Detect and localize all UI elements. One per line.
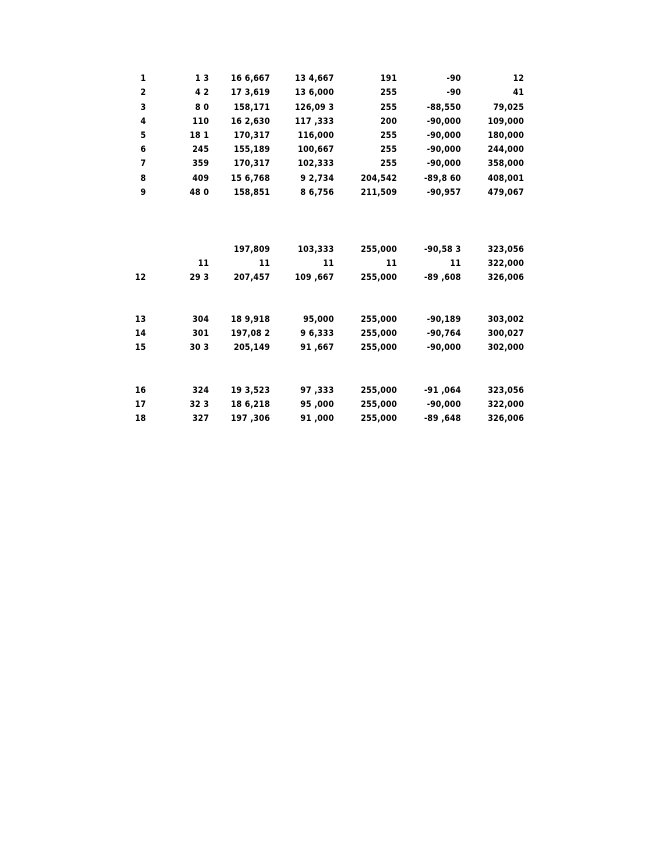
table-cell-col-e: -91 ,064 <box>424 386 461 396</box>
table-row <box>0 86 655 100</box>
table-cell-col-e: -90,957 <box>426 188 461 198</box>
table-cell-col-c: 100,667 <box>297 145 334 155</box>
table-cell-col-a: 245 <box>192 145 209 155</box>
table-cell-col-e: 11 <box>449 259 461 269</box>
table-cell-row-id: 18 <box>134 414 146 424</box>
table-cell-col-f: 244,000 <box>487 145 524 155</box>
table-cell-col-e: -90,764 <box>426 329 461 339</box>
table-cell-col-a: 324 <box>192 386 209 396</box>
table-cell-col-a: 4 2 <box>195 88 209 98</box>
table-cell-col-c: 91 ,000 <box>300 414 334 424</box>
table-cell-col-e: -89 ,608 <box>424 273 461 283</box>
table-cell-col-d: 204,542 <box>360 174 397 184</box>
table-cell-col-c: 116,000 <box>297 131 334 141</box>
table-cell-row-id: 15 <box>134 343 146 353</box>
table-cell-col-d: 255,000 <box>360 273 397 283</box>
table-cell-col-d: 11 <box>385 259 397 269</box>
table-cell-col-f: 358,000 <box>487 159 524 169</box>
table-row <box>0 172 655 186</box>
table-cell-col-a: 48 0 <box>189 188 209 198</box>
table-cell-row-id: 9 <box>140 188 146 198</box>
table-cell-col-b: 205,149 <box>233 343 270 353</box>
table-cell-col-f: 300,027 <box>487 329 524 339</box>
table-row <box>0 129 655 143</box>
table-cell-col-f: 323,056 <box>487 386 524 396</box>
table-cell-col-a: 327 <box>192 414 209 424</box>
table-cell-row-id <box>120 257 146 271</box>
table-cell-col-d: 255,000 <box>360 386 397 396</box>
table-cell-col-e: -90,189 <box>426 315 461 325</box>
table-row <box>0 186 655 200</box>
table-row <box>0 101 655 115</box>
table-cell-col-f: 326,006 <box>487 273 524 283</box>
table-cell-col-d: 200 <box>380 117 397 127</box>
table-cell-col-f: 12 <box>512 74 524 84</box>
table-cell-row-id: 2 <box>140 88 146 98</box>
table-row <box>0 257 655 271</box>
table-cell-row-id: 6 <box>140 145 146 155</box>
table-cell-col-b: 207,457 <box>233 273 270 283</box>
table-cell-col-b: 158,851 <box>233 188 270 198</box>
table-cell-row-id <box>120 243 146 257</box>
table-row <box>0 271 655 285</box>
table-cell-col-b: 158,171 <box>233 103 270 113</box>
table-cell-col-a: 304 <box>192 315 209 325</box>
table-cell-col-b: 16 2,630 <box>230 117 270 127</box>
table-cell-col-f: 326,006 <box>487 414 524 424</box>
table-cell-row-id: 5 <box>140 131 146 141</box>
table-row <box>0 398 655 412</box>
table-cell-col-f: 41 <box>512 88 524 98</box>
table-cell-col-b: 170,317 <box>233 131 270 141</box>
table-row <box>0 243 655 257</box>
table-cell-col-d: 255 <box>380 145 397 155</box>
table-cell-col-d: 255 <box>380 103 397 113</box>
table-row <box>0 157 655 171</box>
table-cell-col-a: 1 3 <box>195 74 209 84</box>
table-cell-col-b: 18 9,918 <box>230 315 270 325</box>
table-cell-col-c: 9 2,734 <box>300 174 334 184</box>
table-cell-col-b: 197,08 2 <box>230 329 270 339</box>
table-cell-row-id: 12 <box>134 273 146 283</box>
table-cell-col-b: 15 6,768 <box>230 174 270 184</box>
table-cell-col-f: 322,000 <box>487 400 524 410</box>
table-cell-col-d: 255,000 <box>360 329 397 339</box>
table-cell-col-c: 126,09 3 <box>294 103 334 113</box>
table-cell-col-e: -90,000 <box>426 131 461 141</box>
table-cell-col-a: 409 <box>192 174 209 184</box>
table-cell-col-b: 197,809 <box>233 245 270 255</box>
table-cell-col-e: -89,8 60 <box>424 174 461 184</box>
table-cell-col-c: 95 ,000 <box>300 400 334 410</box>
table-cell-col-c: 102,333 <box>297 159 334 169</box>
table-cell-col-b: 11 <box>258 259 270 269</box>
table-cell-col-d: 255 <box>380 159 397 169</box>
table-cell-col-a: 110 <box>192 117 209 127</box>
table-cell-col-e: -90,000 <box>426 117 461 127</box>
table-cell-col-f: 322,000 <box>487 259 524 269</box>
table-cell-col-d: 255,000 <box>360 315 397 325</box>
table-row <box>0 115 655 129</box>
table-cell-col-d: 255 <box>380 131 397 141</box>
table-cell-col-d: 255,000 <box>360 245 397 255</box>
table-cell-col-a: 32 3 <box>189 400 209 410</box>
table-cell-col-a <box>160 243 209 257</box>
table-cell-col-e: -90 <box>446 74 461 84</box>
table-cell-col-e: -90,000 <box>426 159 461 169</box>
table-row <box>0 143 655 157</box>
table-cell-col-c: 11 <box>322 259 334 269</box>
table-cell-col-e: -90 <box>446 88 461 98</box>
table-cell-col-c: 13 6,000 <box>294 88 334 98</box>
table-cell-col-f: 303,002 <box>487 315 524 325</box>
table-cell-col-f: 323,056 <box>487 245 524 255</box>
table-cell-col-c: 95,000 <box>303 315 334 325</box>
table-cell-col-b: 16 6,667 <box>230 74 270 84</box>
table-cell-col-f: 408,001 <box>487 174 524 184</box>
table-cell-col-c: 8 6,756 <box>300 188 334 198</box>
table-cell-col-b: 170,317 <box>233 159 270 169</box>
table-cell-row-id: 1 <box>140 74 146 84</box>
table-cell-col-d: 211,509 <box>360 188 397 198</box>
table-cell-col-c: 109 ,667 <box>294 273 334 283</box>
table-cell-col-c: 9 6,333 <box>300 329 334 339</box>
table-row <box>0 313 655 327</box>
table-cell-col-a: 11 <box>197 259 209 269</box>
table-cell-col-e: -90,000 <box>426 400 461 410</box>
table-cell-col-c: 97 ,333 <box>300 386 334 396</box>
table-cell-row-id: 17 <box>134 400 146 410</box>
table-cell-col-a: 29 3 <box>189 273 209 283</box>
table-cell-col-e: -89 ,648 <box>424 414 461 424</box>
table-cell-row-id: 3 <box>140 103 146 113</box>
table-cell-col-d: 255 <box>380 88 397 98</box>
table-cell-col-f: 109,000 <box>487 117 524 127</box>
table-cell-row-id: 4 <box>140 117 146 127</box>
table-cell-col-b: 197 ,306 <box>230 414 270 424</box>
table-row <box>0 341 655 355</box>
table-cell-col-b: 155,189 <box>233 145 270 155</box>
table-cell-col-f: 180,000 <box>487 131 524 141</box>
table-cell-col-b: 17 3,619 <box>230 88 270 98</box>
table-row <box>0 384 655 398</box>
table-cell-col-e: -88,550 <box>426 103 461 113</box>
table-cell-col-a: 301 <box>192 329 209 339</box>
table-cell-col-e: -90,000 <box>426 145 461 155</box>
table-cell-row-id: 14 <box>134 329 146 339</box>
table-cell-col-d: 255,000 <box>360 414 397 424</box>
table-cell-col-a: 8 0 <box>195 103 209 113</box>
table-cell-col-d: 255,000 <box>360 343 397 353</box>
table-cell-col-d: 191 <box>380 74 397 84</box>
table-cell-col-c: 91 ,667 <box>300 343 334 353</box>
table-cell-col-f: 302,000 <box>487 343 524 353</box>
table-cell-col-f: 79,025 <box>493 103 524 113</box>
table-row <box>0 412 655 426</box>
table-cell-col-a: 30 3 <box>189 343 209 353</box>
table-cell-row-id: 13 <box>134 315 146 325</box>
table-row <box>0 72 655 86</box>
table-cell-col-e: -90,58 3 <box>424 245 461 255</box>
table-cell-col-d: 255,000 <box>360 400 397 410</box>
table-cell-col-c: 13 4,667 <box>294 74 334 84</box>
table-cell-col-c: 103,333 <box>297 245 334 255</box>
table-row <box>0 327 655 341</box>
table-cell-row-id: 8 <box>140 174 146 184</box>
table-cell-col-b: 18 6,218 <box>230 400 270 410</box>
table-cell-col-a: 18 1 <box>189 131 209 141</box>
table-cell-row-id: 7 <box>140 159 146 169</box>
table-cell-col-c: 117 ,333 <box>294 117 334 127</box>
table-cell-col-b: 19 3,523 <box>230 386 270 396</box>
table-cell-col-a: 359 <box>192 159 209 169</box>
table-cell-col-e: -90,000 <box>426 343 461 353</box>
table-cell-row-id: 16 <box>134 386 146 396</box>
table-cell-col-f: 479,067 <box>487 188 524 198</box>
